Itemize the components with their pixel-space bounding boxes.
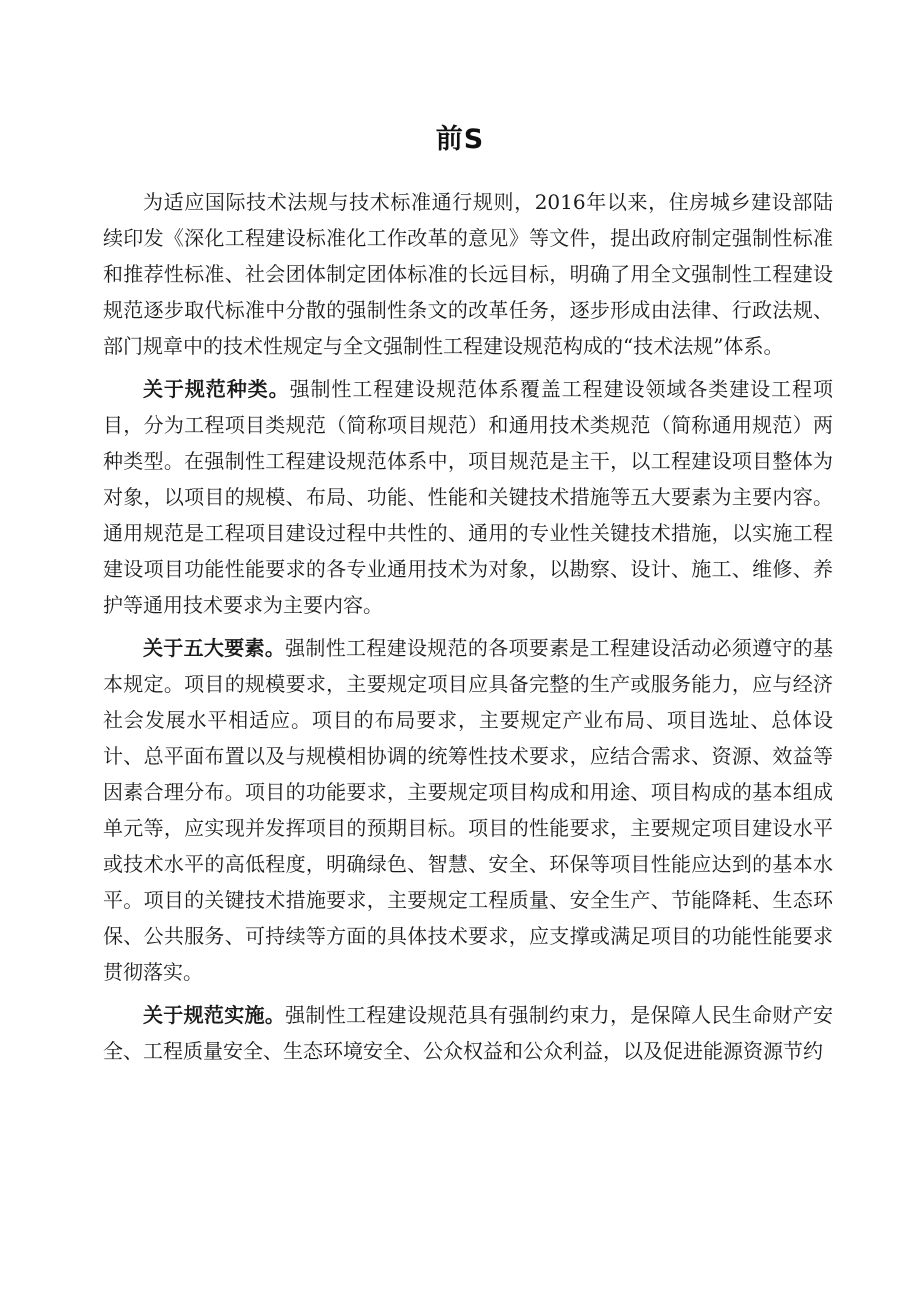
paragraph-text: 强制性工程建设规范体系覆盖工程建设领域各类建设工程项目，分为工程项目类规范（简称项目规范）和通用技术类规范（简称通用规范）两种类型。在强制性工程建设规范体系中，项目规范是主干，以工程建设项目整体为对象，以项目的规模、布局、功能、性能和关键技术措施等五大要素为主要内容。通用规范是工程项目建设过程中共性的、通用的专业性关键技术措施，以实施工程建设项目功能性能要求的各专业通用技术为对象，以勘察、设计、施工、维修、养护等通用技术要求为主要内容。 xyxy=(103,377,833,617)
paragraph-intro xyxy=(103,184,833,364)
document-body xyxy=(103,184,833,1069)
paragraph-text: 为适应国际技术法规与技术标准通行规则，2016年以来，住房城乡建设部陆续印发《深化工程建设标准化工作改革的意见》等文件，提出政府制定强制性标准和推荐性标准、社会团体制定团体标准的长远目标，明确了用全文强制性工程建设规范逐步取代标准中分散的强制性条文的改革任务，逐步形成由法律、行政法规、部门规章中的技术性规定与全文强制性工程建设规范构成的“技术法规”体系。 xyxy=(103,190,833,358)
paragraph-lead: 关于规范种类。 xyxy=(143,377,290,401)
paragraph-spec-types xyxy=(103,371,833,623)
paragraph-implementation xyxy=(103,997,833,1069)
page-title: 前S xyxy=(435,124,485,155)
paragraph-text: 强制性工程建设规范具有强制约束力，是保障人民生命财产安全、工程质量安全、生态环境安全、公众权益和公众利益，以及促进能源资源节约 xyxy=(103,1003,834,1063)
paragraph-lead: 关于规范实施。 xyxy=(143,1003,286,1027)
paragraph-lead: 关于五大要素。 xyxy=(143,636,286,660)
paragraph-five-elements xyxy=(103,630,833,990)
paragraph-text: 强制性工程建设规范的各项要素是工程建设活动必须遵守的基本规定。项目的规模要求，主要规定项目应具备完整的生产或服务能力，应与经济社会发展水平相适应。项目的布局要求，主要规定产业布局、项目选址、总体设计、总平面布置以及与规模相协调的统筹性技术要求，应结合需求、资源、效益等因素合理分布。项目的功能要求，主要规定项目构成和用途、项目构成的基本组成单元等，应实现并发挥项目的预期目标。项目的性能要求，主要规定项目建设水平或技术水平的高低程度，明确绿色、智慧、安全、环保等项目性能应达到的基本水平。项目的关键技术措施要求，主要规定工程质量、安全生产、节能降耗、生态环保、公共服务、可持续等方面的具体技术要求，应支撑或满足项目的功能性能要求贯彻落实。 xyxy=(103,636,834,984)
